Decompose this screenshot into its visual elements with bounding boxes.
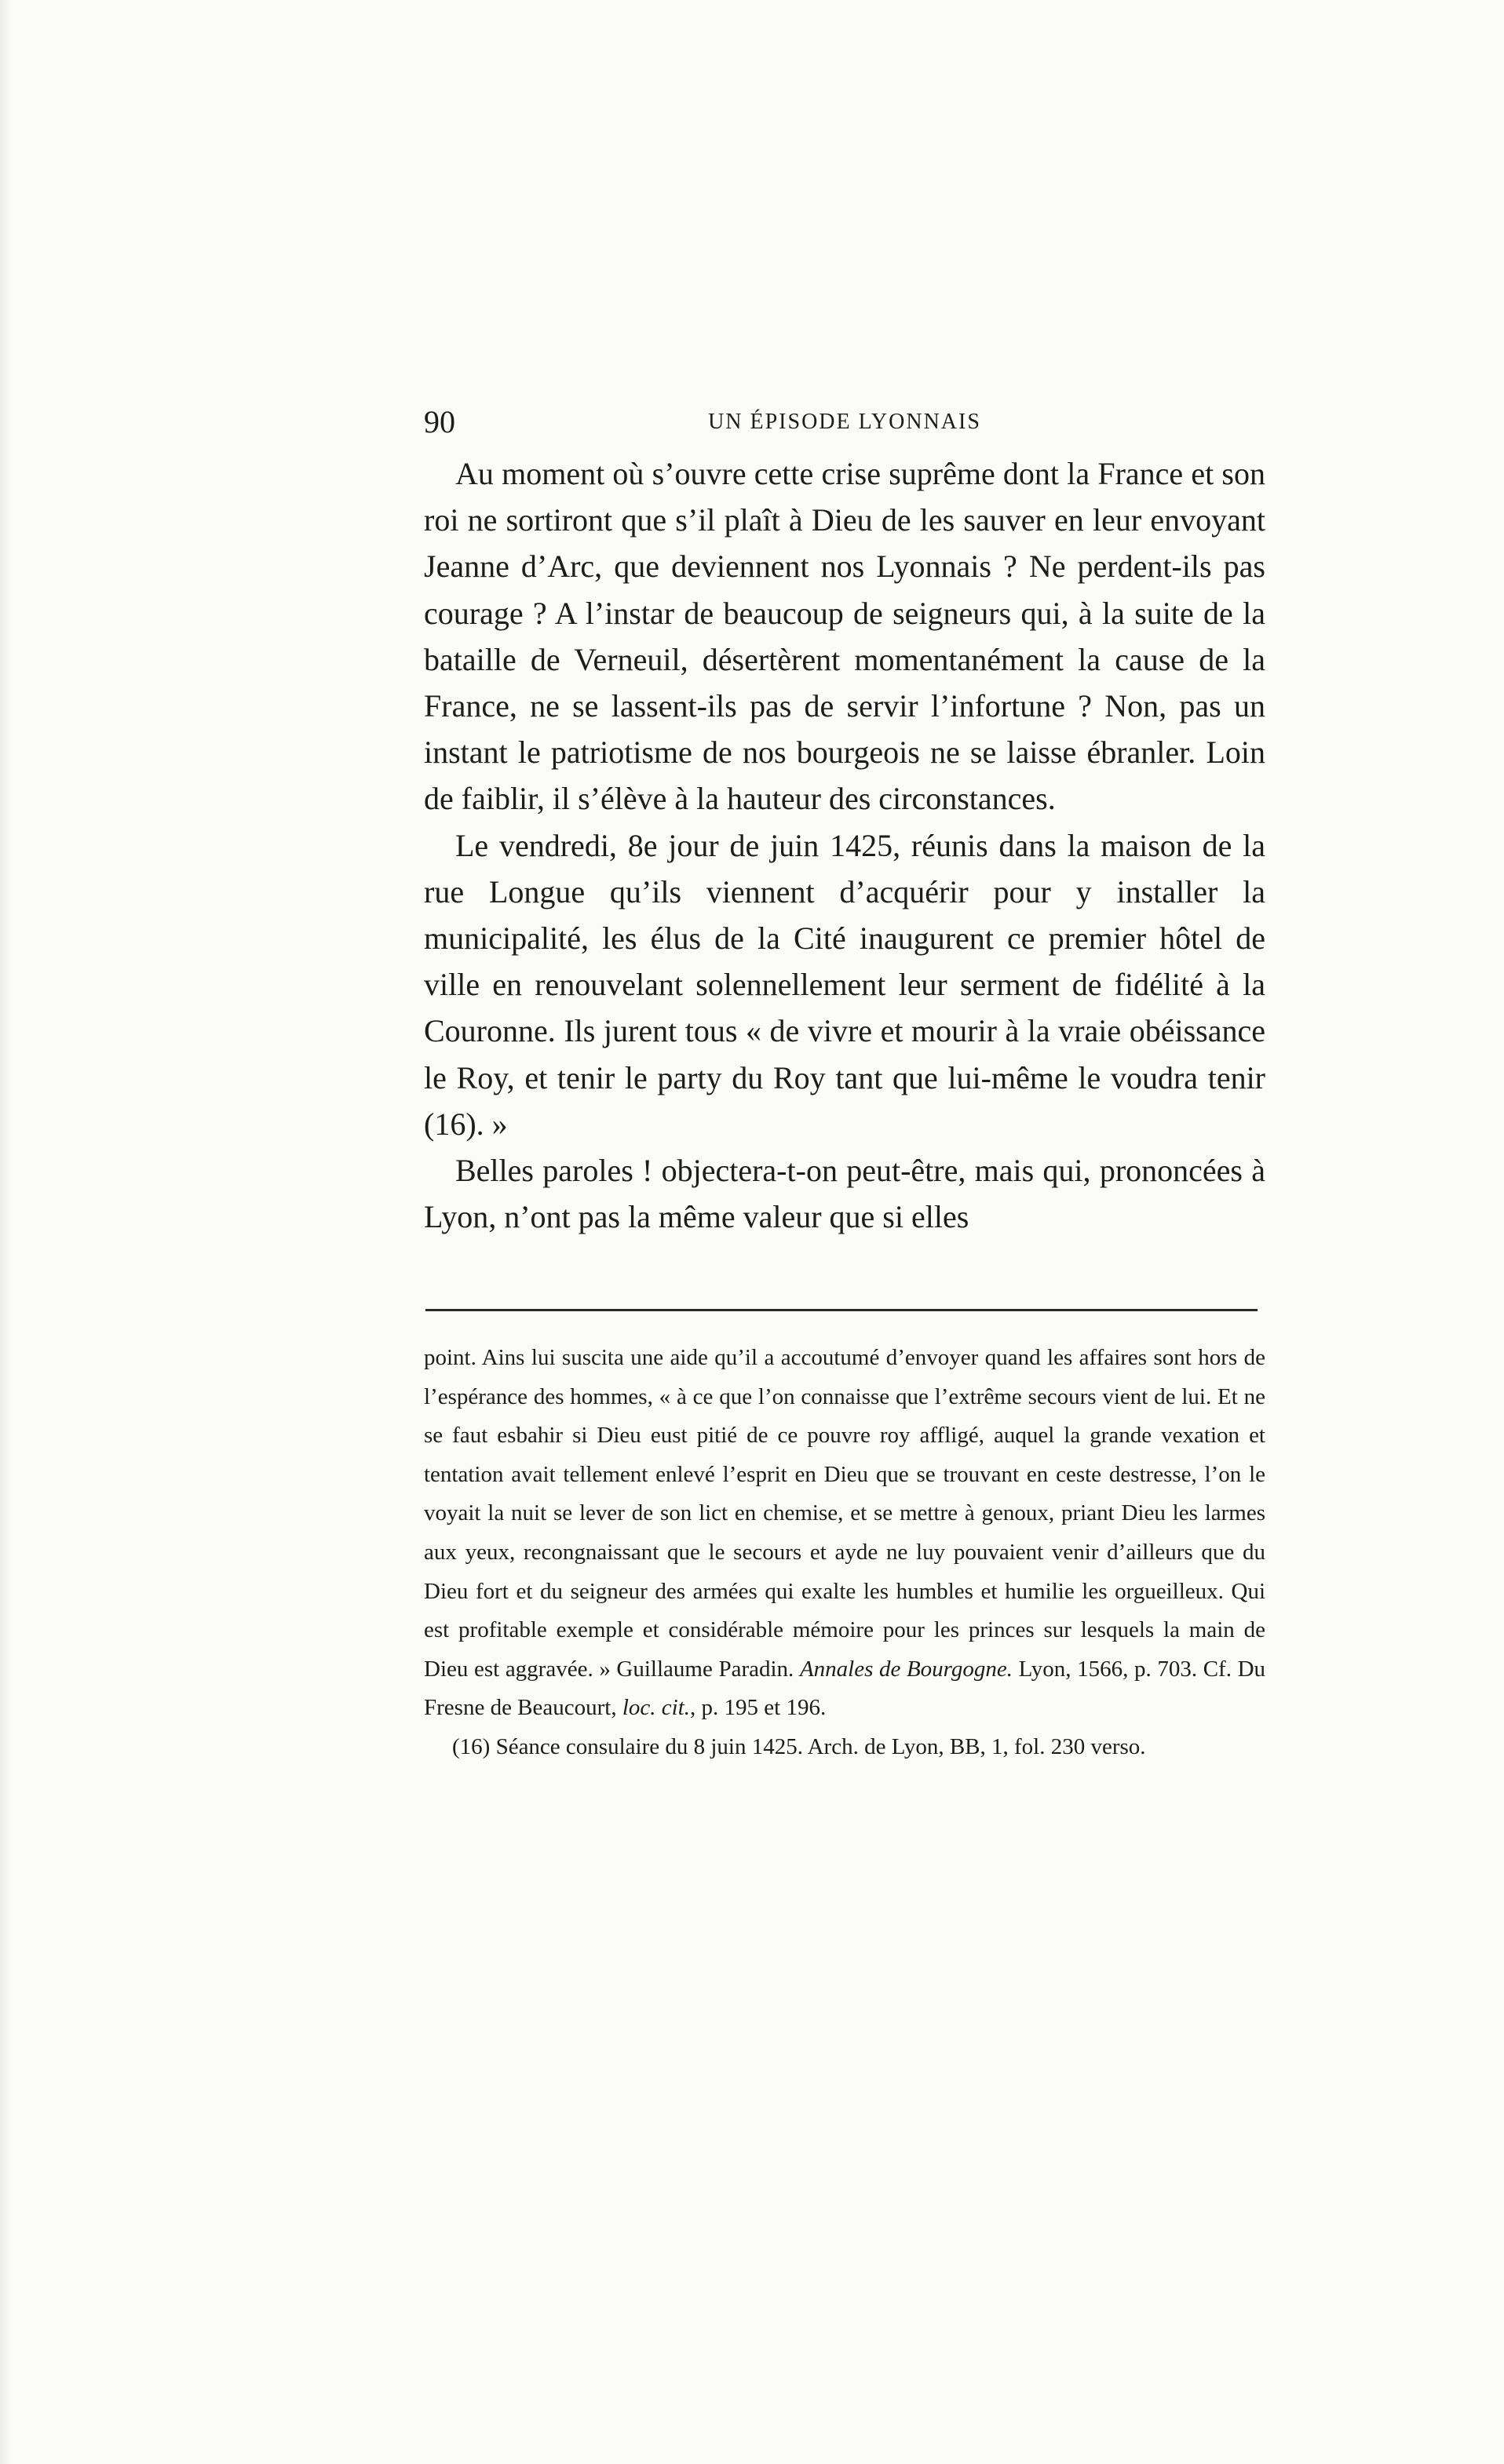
page-header — [424, 399, 1265, 446]
footnote-separator-rule — [425, 1309, 1258, 1311]
footnotes — [424, 1339, 1265, 1767]
page-number: 90 — [424, 404, 455, 439]
footnote-continued-text-2: Lyon, 1566, p. 703. Cf. Du Fresne de Beaucourt, — [424, 1656, 1266, 1721]
footnote-loc-cit: loc. cit. — [622, 1695, 691, 1721]
body-paragraph-1: Au moment où s’ouvre cette crise suprême dont la France et son roi ne sortiront que s’il plaît à Dieu de les sauver en leur envoyant Jeanne d’Arc, que deviennent nos Lyonnais ? Ne perdent-ils pas courage ? A l’instar de beaucoup de seigneurs qui, à la suite de la bataille de Verneuil, désertèrent momentanément la cause de la France, ne se lassent-ils pas de servir l’infortune ? Non, pas un instant le patriotisme de nos bourgeois ne se laisse ébranler. Loin de faiblir, il s’élève à la hauteur des circonstances. — [424, 456, 1265, 817]
body-paragraph-2: Le vendredi, 8e jour de juin 1425, réunis dans la maison de la rue Longue qu’ils viennent d’acquérir pour y installer la municipalité, les élus de la Cité inaugurent ce premier hôtel de ville en renouvelant solennellement leur serment de fidélité à la Couronne. Ils jurent tous « de vivre et mourir à la vraie obéissance le Roy, et tenir le party du Roy tant que lui-même le voudra tenir (16). » — [424, 827, 1265, 1142]
page-edge — [0, 0, 11, 2464]
footnote-continued-text-3: , p. 195 et 196. — [690, 1695, 827, 1721]
footnote-continued-text: point. Ains lui suscita une aide qu’il a accoutumé d’envoyer quand les affaires sont hors de l’espérance des hommes, « à ce que l’on connaisse que l’extrême secours vient de lui. Et ne se faut esbahir si Dieu eust pitié de ce pouvre roy affligé, auquel la grande vexation et tentation avait tellement enlevé l’esprit en Dieu que se trouvant en ceste destresse, l’on le voyait la nuit se lever de son lict en chemise, et se mettre à genoux, priant Dieu les larmes aux yeux, recongnaissant que le secours et ayde ne luy pouvaient venir d’ailleurs que du Dieu fort et du seigneur des armées qui exalte les humbles et humilie les orgueilleux. Qui est profitable exemple et considérable mémoire pour les princes sur lesquels la main de Dieu est aggravée. » Guillaume Paradin. — [424, 1345, 1265, 1682]
footnote-16: (16) Séance consulaire du 8 juin 1425. Arch. de Lyon, BB, 1, fol. 230 verso. — [452, 1733, 1146, 1759]
running-title: UN ÉPISODE LYONNAIS — [708, 410, 981, 434]
body-text — [424, 450, 1265, 1240]
body-paragraph-3: Belles paroles ! objectera-t-on peut-être, mais qui, prononcées à Lyon, n’ont pas la même valeur que si elles — [424, 1153, 1265, 1235]
footnote-book-title: Annales de Bourgogne. — [799, 1656, 1013, 1682]
footnote-continued — [424, 1339, 1265, 1728]
